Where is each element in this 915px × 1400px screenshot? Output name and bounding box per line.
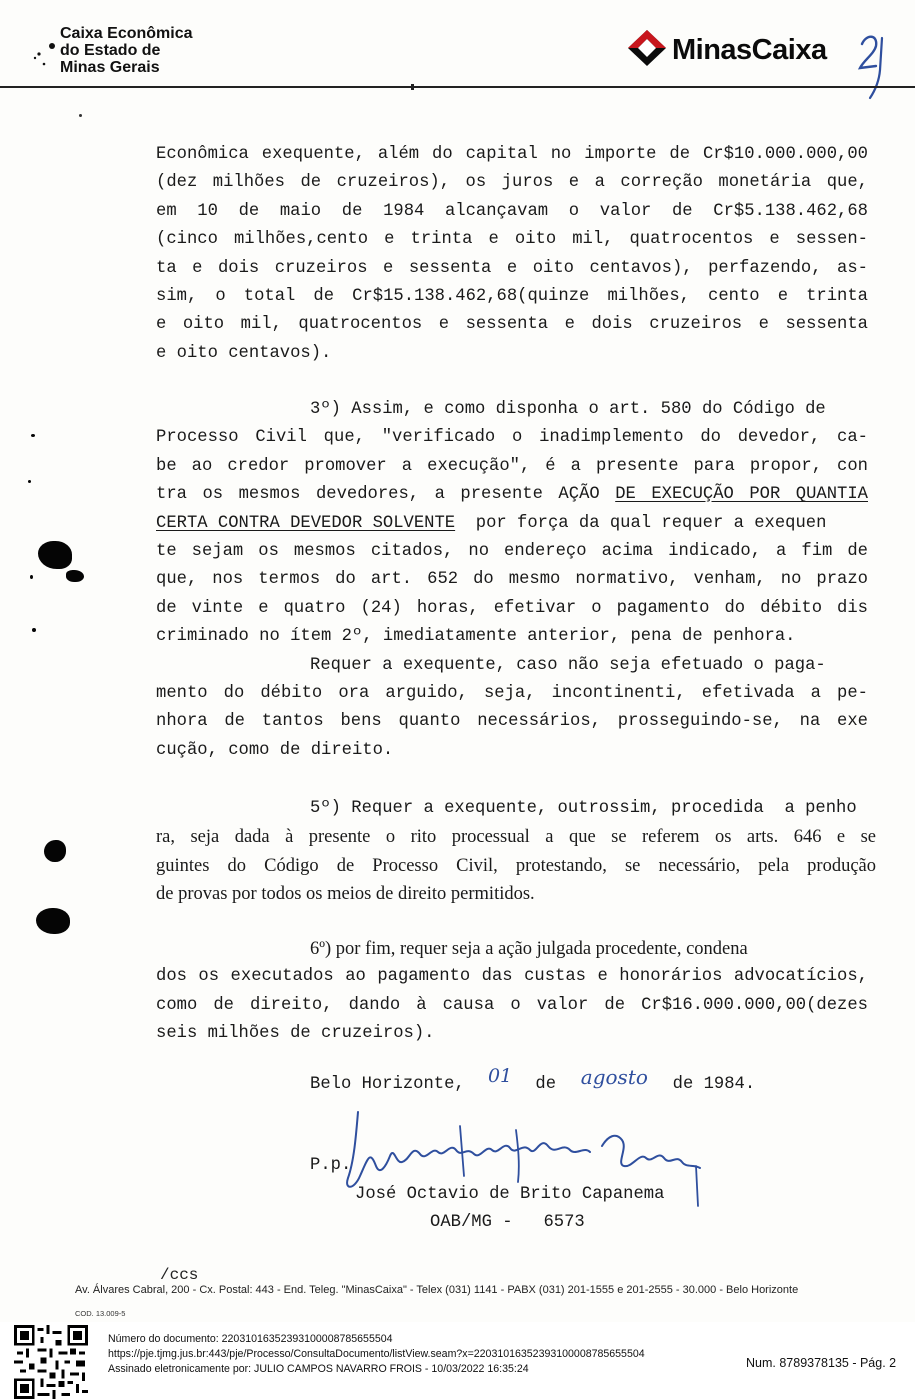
text-line: como de direito, dando à causa o valor de Cr$16.000.000,00(dezes: [156, 995, 868, 1015]
signer-name: José Octavio de Brito Capanema: [355, 1185, 665, 1204]
text-line: que, nos termos do art. 652 do mesmo normativo, venham, no prazo: [156, 570, 868, 590]
paragraph-3: [156, 396, 868, 765]
typist-initials: /ccs: [160, 1266, 199, 1284]
text-line: Econômica exequente, além do capital no importe de Cr$10.000.000,00: [156, 145, 868, 164]
text-line-underlined: [156, 510, 868, 538]
rule-tick: [411, 84, 414, 90]
text-line: e oito mil, quatrocentos e sessenta e dois cruzeiros e sessenta: [156, 315, 868, 335]
date-month-handwritten: agosto: [580, 1065, 648, 1089]
text-line: Requer a exequente, caso não seja efetuado o paga-: [310, 655, 826, 675]
text-line: e oito centavos).: [156, 343, 332, 363]
paragraph-6: [156, 935, 868, 1049]
text-line: Processo Civil que, "verificado o inadimplemento do devedor, ca-: [156, 428, 868, 448]
org-line-1: Caixa Econômica: [60, 25, 193, 42]
minascaixa-logo-icon: [626, 28, 668, 68]
paragraph-continuation: [156, 141, 868, 368]
text-line: nhora de tantos bens quanto necessários, prosseguindo-se, na exe: [156, 712, 868, 732]
text-segment: tra os mesmos devedores, a presente AÇÃO: [156, 485, 616, 505]
brand-name: MinasCaixa: [672, 34, 827, 66]
action-title-underlined-2: CERTA CONTRA DEVEDOR SOLVENTE: [156, 513, 456, 533]
text-line: be ao credor promover a execução", é a presente para propor, con: [156, 456, 868, 476]
text-line: mento do débito ora arguido, seja, incontinenti, efetivada a pe-: [156, 684, 868, 704]
date-line: [310, 1067, 790, 1099]
ink-blot: [44, 840, 66, 862]
org-line-3: Minas Gerais: [60, 59, 160, 76]
page-number: Num. 8789378135 - Pág. 2: [746, 1356, 897, 1370]
ink-speck-marks: [30, 40, 64, 74]
speck: [31, 434, 35, 437]
header-rule: [0, 86, 915, 88]
speck: [32, 628, 36, 632]
text-line: de vinte e quatro (24) horas, efetivar o pagamento do débito dis: [156, 598, 868, 618]
text-line: 3º) Assim, e como disponha o art. 580 do Código de: [310, 400, 826, 419]
action-title-underlined: DE EXECUÇÃO POR QUANTIA: [615, 485, 868, 505]
speck: [30, 575, 33, 579]
document-number: Número do documento: 22031016352393100008785655504: [108, 1333, 393, 1345]
electronic-metadata: [108, 1332, 645, 1377]
signed-by: Assinado eletronicamente por: JULIO CAMPOS NAVARRO FROIS - 10/03/2022 16:35:24: [108, 1363, 529, 1375]
qr-code-icon: [14, 1325, 88, 1399]
text-line: cução, como de direito.: [156, 740, 394, 760]
date-de: de: [535, 1075, 557, 1094]
text-line: de provas por todos os meios de direito permitidos.: [156, 884, 535, 905]
oab-number: OAB/MG - 6573: [430, 1213, 585, 1232]
text-line: 5º) Requer a exequente, outrossim, procedida a penho: [310, 799, 857, 818]
text-segment: por força da qual requer a exequen: [455, 513, 827, 533]
text-line: 6º) por fim, requer seja a ação julgada procedente, condena: [310, 939, 748, 959]
text-line: (dez milhões de cruzeiros), os juros e a correção monetária que,: [156, 173, 868, 193]
pp-label: P.p.: [310, 1156, 352, 1175]
text-line: guintes do Código de Processo Civil, protestando, se necessário, pela produção: [156, 855, 876, 876]
speck: [28, 480, 31, 483]
text-line: em 10 de maio de 1984 alcançavam o valor de Cr$5.138.462,68: [156, 201, 868, 221]
date-day-handwritten: 01: [487, 1065, 513, 1087]
speck: [79, 114, 82, 117]
date-prefix: Belo Horizonte,: [310, 1075, 465, 1094]
org-line-2: do Estado de: [60, 42, 161, 59]
text-line: te sejam os mesmos citados, no endereço acima indicado, a fim de: [156, 542, 868, 562]
text-line-underlined: [156, 481, 868, 509]
text-line: seis milhões de cruzeiros).: [156, 1024, 435, 1044]
document-url[interactable]: https://pje.tjmg.jus.br:443/pje/Processo/ConsultaDocumento/listView.seam?x=22031016352393100008785655504: [108, 1348, 645, 1360]
date-suffix: de 1984.: [672, 1075, 756, 1094]
paragraph-5: [156, 795, 876, 909]
handwritten-page-number: [856, 30, 892, 100]
text-line: (cinco milhões,cento e trinta e oito mil, quatrocentos e sessen-: [156, 230, 868, 250]
ink-blot: [66, 570, 84, 582]
form-code: COD. 13.009-5: [75, 1309, 126, 1318]
text-line: sim, o total de Cr$15.138.462,68(quinze milhões, cento e trinta: [156, 287, 868, 307]
text-line: dos os executados ao pagamento das custas e honorários advocatícios,: [156, 967, 868, 987]
ink-blot: [38, 541, 72, 569]
text-line: ta e dois cruzeiros e sessenta e oito centavos), perfazendo, as-: [156, 258, 868, 278]
ink-blot: [36, 908, 70, 934]
text-line: ra, seja dada à presente o rito processual a que se referem os arts. 646 e se: [156, 827, 876, 848]
text-line: criminado no ítem 2º, imediatamente anterior, pena de penhora.: [156, 627, 796, 647]
footer-address: Av. Álvares Cabral, 200 - Cx. Postal: 443 - End. Teleg. "MinasCaixa" - Telex (031) 1141 - PABX (031) 201-1555 e 201-2555 - 30.000 - Belo Horizonte: [75, 1284, 799, 1296]
org-name: [60, 25, 193, 76]
